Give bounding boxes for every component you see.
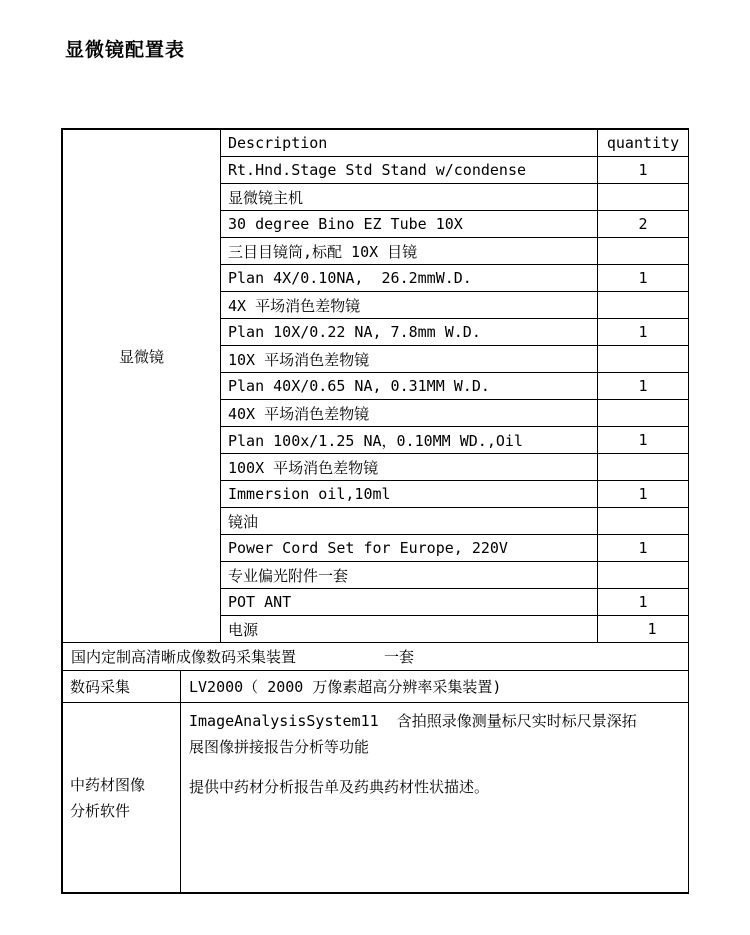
description-cell: 显微镜主机 (221, 184, 598, 211)
merged-row-suffix: 一套 (384, 648, 415, 666)
software-paragraph1-line2: 展图像拼接报告分析等功能 (189, 738, 370, 756)
quantity-cell (598, 292, 689, 319)
description-cell: 专业偏光附件一套 (221, 562, 598, 589)
software-label (63, 703, 181, 893)
description-cell: 40X 平场消色差物镜 (221, 400, 598, 427)
quantity-cell (598, 400, 689, 427)
description-cell: Plan 40X/0.65 NA, 0.31MM W.D. (221, 373, 598, 400)
table-row (63, 671, 689, 703)
column-header-description: Description (221, 130, 598, 157)
description-cell: 30 degree Bino EZ Tube 10X (221, 211, 598, 238)
quantity-cell (598, 184, 689, 211)
description-cell: Rt.Hnd.Stage Std Stand w/condense (221, 157, 598, 184)
table-row (63, 703, 689, 893)
group-cell-microscope (63, 130, 221, 643)
column-header-quantity: quantity (598, 130, 689, 157)
merged-cell (63, 643, 689, 671)
quantity-cell: 1 (598, 427, 689, 454)
quantity-cell: 1 (598, 373, 689, 400)
description-cell: Plan 4X/0.10NA, 26.2mmW.D. (221, 265, 598, 292)
quantity-cell: 1 (598, 265, 689, 292)
quantity-cell: 1 (598, 157, 689, 184)
page-title: 显微镜配置表 (65, 39, 186, 61)
group-label: 显微镜 (118, 347, 164, 366)
quantity-cell: 1 (598, 481, 689, 508)
quantity-cell (598, 346, 689, 373)
merged-row-table (62, 642, 689, 671)
description-cell: 电源 (221, 616, 598, 643)
description-cell: 三目目镜筒,标配 10X 目镜 (221, 238, 598, 265)
software-label-line1: 中药材图像 (70, 775, 146, 794)
digital-capture-value: LV2000（ 2000 万像素超高分辨率采集装置) (181, 671, 689, 703)
quantity-cell (598, 238, 689, 265)
software-description (181, 703, 689, 893)
quantity-cell: 2 (598, 211, 689, 238)
table-header-row (63, 130, 689, 157)
quantity-cell: 1 (598, 535, 689, 562)
paragraph-gap (189, 760, 680, 774)
description-cell: 10X 平场消色差物镜 (221, 346, 598, 373)
description-cell: Immersion oil,10ml (221, 481, 598, 508)
description-cell: 镜油 (221, 508, 598, 535)
software-paragraph1-line1: ImageAnalysisSystem11 含拍照录像测量标尺实时标尺景深拓 (189, 712, 637, 730)
quantity-cell: 1 (598, 319, 689, 346)
software-paragraph2: 提供中药材分析报告单及药典药材性状描述。 (189, 778, 490, 796)
merged-row-text: 国内定制高清晰成像数码采集装置 (71, 648, 297, 666)
software-label-line2: 分析软件 (70, 801, 131, 820)
description-cell: Power Cord Set for Europe, 220V (221, 535, 598, 562)
quantity-cell (598, 562, 689, 589)
description-cell: Plan 100x/1.25 NA，0.10MM WD.,Oil (221, 427, 598, 454)
description-cell: Plan 10X/0.22 NA, 7.8mm W.D. (221, 319, 598, 346)
description-cell: 4X 平场消色差物镜 (221, 292, 598, 319)
quantity-cell (598, 508, 689, 535)
bottom-section-table (62, 670, 689, 893)
digital-capture-label: 数码采集 (63, 671, 181, 703)
quantity-cell: 1 (598, 589, 689, 616)
quantity-cell (598, 454, 689, 481)
microscope-section-table (62, 129, 689, 643)
description-cell: 100X 平场消色差物镜 (221, 454, 598, 481)
description-cell: POT ANT (221, 589, 598, 616)
config-table (61, 128, 689, 894)
table-row (63, 643, 689, 671)
quantity-cell: 1 (598, 616, 689, 643)
